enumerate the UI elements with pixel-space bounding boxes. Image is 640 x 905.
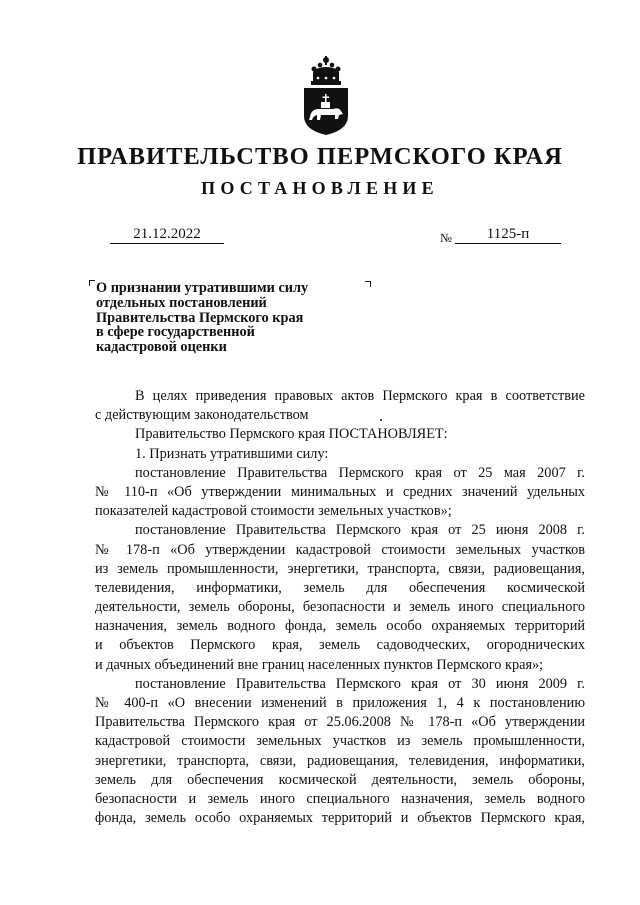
decree-number: 1125-п [455,226,561,244]
body-line: постановление Правительства Пермского края от 30 июня 2009 г. [135,675,585,692]
subject-line: кадастровой оценки [96,339,227,356]
body-line: постановление Правительства Пермского края от 25 мая 2007 г. [135,464,585,481]
body-line: и дачных объединений вне границ населенных пунктов Пермского края»; [95,656,544,673]
body-line: показателей кадастровой стоимости земельных участков»; [95,503,452,520]
subject-bracket-left [89,280,95,286]
body-line: № 110-п «Об утверждении минимальных и средних значений удельных [95,483,585,500]
document-type-title: ПОСТАНОВЛЕНИЕ [201,178,439,198]
body-line: № 400-п «О внесении изменений в приложения 1, 4 к постановлению [95,695,585,711]
body-line: из земель промышленности, энергетики, транспорта, связи, радиовещания, [95,560,585,577]
body-line: Правительства Пермского края от 25.06.2008 № 178-п «Об утверждении [95,714,585,731]
body-line: деятельности, земель обороны, безопасности и земель иного специального [95,599,585,616]
body-line: и объектов Пермского края, земель садоводческих, огороднических [95,637,585,654]
decree-date: 21.12.2022 [110,226,224,244]
decree-number-label: № [440,231,452,245]
body-line: В целях приведения правовых актов Пермского края в соответствие [135,388,585,404]
body-line: энергетики, транспорта, связи, радиовещания, телевидения, информатики, [95,752,585,769]
body-line: 1. Признать утратившими силу: [135,445,329,462]
coat-of-arms-emblem [297,54,355,136]
body-line: земель для обеспечения космической деятельности, земель обороны, [95,771,585,788]
decree-body [95,387,585,828]
decree-subject [96,281,356,355]
subject-line: отдельных постановлений [96,294,267,311]
body-line: кадастровой стоимости земельных участков из земель промышленности, [95,733,585,750]
government-title: ПРАВИТЕЛЬСТВО ПЕРМСКОГО КРАЯ [77,143,563,170]
body-line: телевидения, информатики, земель для обеспечения космической [95,579,585,596]
body-line: Правительство Пермского края ПОСТАНОВЛЯЕТ: [135,426,448,443]
body-line: № 178-п «Об утверждении кадастровой стоимости земельных участков [95,541,585,558]
subject-bracket-right [365,281,371,287]
body-line: назначения, земель водного фонда, земель особо охраняемых территорий [95,618,585,635]
body-line: безопасности и земель иного специального назначения, земель водного [95,790,585,807]
body-line: с действующим законодательством [95,407,309,424]
subject-line: в сфере государственной [96,324,255,341]
subject-line: О признании утратившими силу [96,280,309,296]
body-line: постановление Правительства Пермского края от 25 июня 2008 г. [135,522,585,539]
subject-line: Правительства Пермского края [96,309,304,326]
body-line: фонда, земель особо охраняемых территорий и объектов Пермского края, [95,810,585,827]
